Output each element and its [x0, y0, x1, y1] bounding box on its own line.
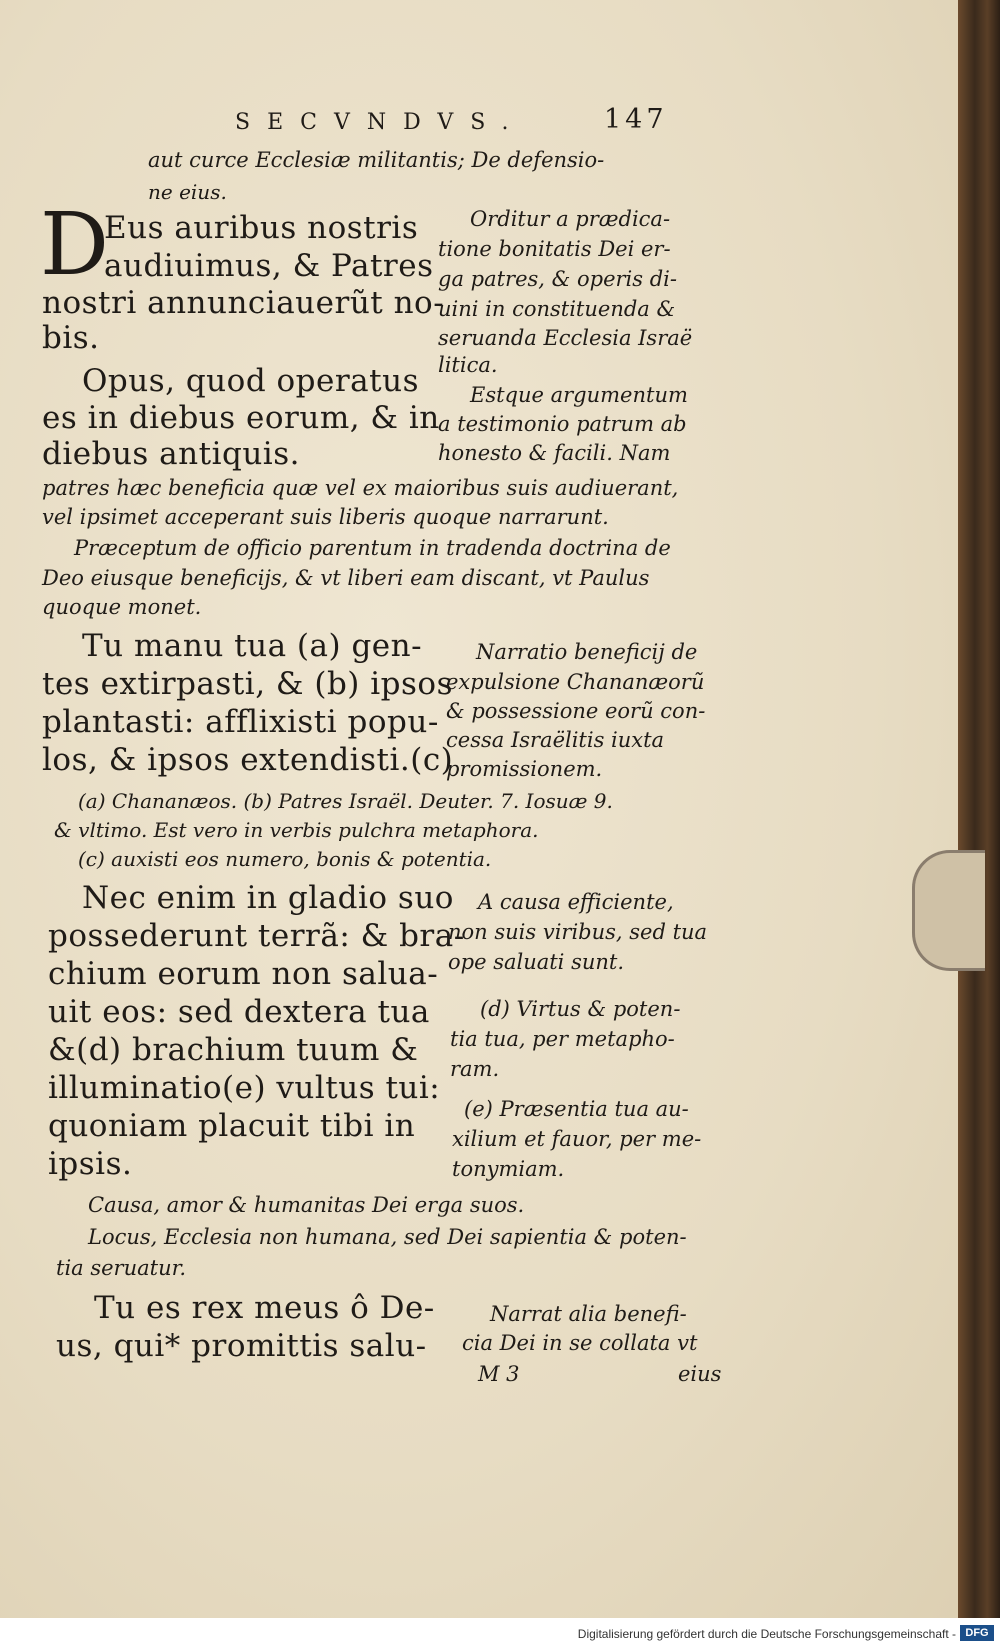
- marginal-note: tia tua, per metapho-: [450, 1027, 675, 1051]
- signature-mark: M 3: [478, 1362, 520, 1386]
- marginal-note: tonymiam.: [452, 1157, 565, 1181]
- marginal-note: Narrat alia benefi-: [490, 1302, 687, 1326]
- marginal-note: A causa efficiente,: [478, 890, 674, 914]
- verse-line: plantasti: afflixisti popu-: [42, 704, 439, 740]
- marginal-note: xilium et fauor, per me-: [452, 1127, 702, 1151]
- marginal-note: non suis viribus, sed tua: [448, 920, 708, 944]
- verse-line: illuminatio(e) vultus tui:: [48, 1070, 441, 1106]
- page-clip: [912, 850, 985, 971]
- marginal-note: Estque argumentum: [470, 383, 688, 407]
- verse-line: possederunt terrã: & bra-: [48, 918, 465, 954]
- commentary-line: Præceptum de officio parentum in tradenda doctrina de: [74, 536, 671, 560]
- footnote-line: (a) Chananæos. (b) Patres Israël. Deuter. 7. Iosuæ 9.: [78, 789, 613, 813]
- verse-line: us, qui* promittis salu-: [56, 1328, 427, 1364]
- book-spine: [958, 0, 1000, 1618]
- verse-line: Eus auribus nostris: [104, 210, 419, 246]
- footer-credit: Digitalisierung gefördert durch die Deutsche Forschungsgemeinschaft -: [577, 1627, 956, 1641]
- verse-line: quoniam placuit tibi in: [48, 1108, 416, 1144]
- page-number: 147: [604, 104, 668, 135]
- marginal-note: Orditur a prædica-: [470, 207, 671, 231]
- verse-line: nostri annunciauerũt no-: [42, 285, 445, 321]
- psalm-title-line: aut curce Ecclesiæ militantis; De defensio-: [148, 148, 605, 172]
- marginal-note: Narratio beneficij de: [476, 640, 698, 664]
- marginal-note: promissionem.: [446, 757, 603, 781]
- marginal-note: ram.: [450, 1057, 500, 1081]
- marginal-note: a testimonio patrum ab: [438, 412, 687, 436]
- verse-line: Tu es rex meus ô De-: [94, 1290, 435, 1326]
- marginal-note: honesto & facili. Nam: [438, 441, 671, 465]
- commentary-line: quoque monet.: [42, 595, 202, 619]
- drop-cap: D: [40, 195, 109, 295]
- verse-line: Nec enim in gladio suo: [82, 880, 454, 916]
- marginal-note: expulsione Chananæorũ: [446, 670, 705, 694]
- digitization-footer: [0, 1618, 1000, 1649]
- psalm-title-line: ne eius.: [148, 180, 227, 204]
- verse-line: &(d) brachium tuum &: [48, 1032, 419, 1068]
- verse-line: audiuimus, & Patres: [104, 248, 434, 284]
- verse-line: ipsis.: [48, 1146, 133, 1182]
- verse-line: Opus, quod operatus: [82, 363, 419, 399]
- marginal-note: litica.: [438, 353, 498, 377]
- marginal-note: uini in constituenda &: [438, 297, 676, 321]
- dfg-logo-icon: DFG: [960, 1625, 994, 1641]
- verse-line: Tu manu tua (a) gen-: [82, 628, 423, 664]
- marginal-note: seruanda Ecclesia Israë: [438, 326, 693, 350]
- commentary-line: Locus, Ecclesia non humana, sed Dei sapientia & poten-: [88, 1225, 687, 1249]
- marginal-note: ope saluati sunt.: [448, 950, 625, 974]
- footnote-line: (c) auxisti eos numero, bonis & potentia.: [78, 847, 492, 871]
- commentary-line: Deo eiusque beneficijs, & vt liberi eam discant, vt Paulus: [42, 566, 650, 590]
- running-head: SECVNDVS.: [235, 110, 526, 135]
- marginal-note: & possessione eorũ con-: [446, 699, 706, 723]
- commentary-line: patres hæc beneficia quæ vel ex maioribus suis audiuerant,: [42, 476, 679, 500]
- commentary-line: vel ipsimet acceperant suis liberis quoque narrarunt.: [42, 505, 609, 529]
- catchword: eius: [678, 1362, 722, 1386]
- verse-line: uit eos: sed dextera tua: [48, 994, 430, 1030]
- marginal-note: cia Dei in se collata vt: [462, 1331, 698, 1355]
- verse-line: diebus antiquis.: [42, 436, 300, 472]
- verse-line: tes extirpasti, & (b) ipsos: [42, 666, 453, 702]
- marginal-note: cessa Israëlitis iuxta: [446, 728, 665, 752]
- verse-line: es in diebus eorum, & in: [42, 400, 440, 436]
- verse-line: chium eorum non salua-: [48, 956, 439, 992]
- verse-line: bis.: [42, 320, 100, 356]
- marginal-note: ga patres, & operis di-: [438, 267, 677, 291]
- marginal-note: tione bonitatis Dei er-: [438, 237, 671, 261]
- marginal-note: (e) Præsentia tua au-: [464, 1097, 689, 1121]
- footnote-line: & vltimo. Est vero in verbis pulchra metaphora.: [54, 818, 539, 842]
- commentary-line: Causa, amor & humanitas Dei erga suos.: [88, 1193, 525, 1217]
- commentary-line: tia seruatur.: [56, 1256, 187, 1280]
- verse-line: los, & ipsos extendisti.(c): [42, 742, 454, 778]
- marginal-note: (d) Virtus & poten-: [480, 997, 681, 1021]
